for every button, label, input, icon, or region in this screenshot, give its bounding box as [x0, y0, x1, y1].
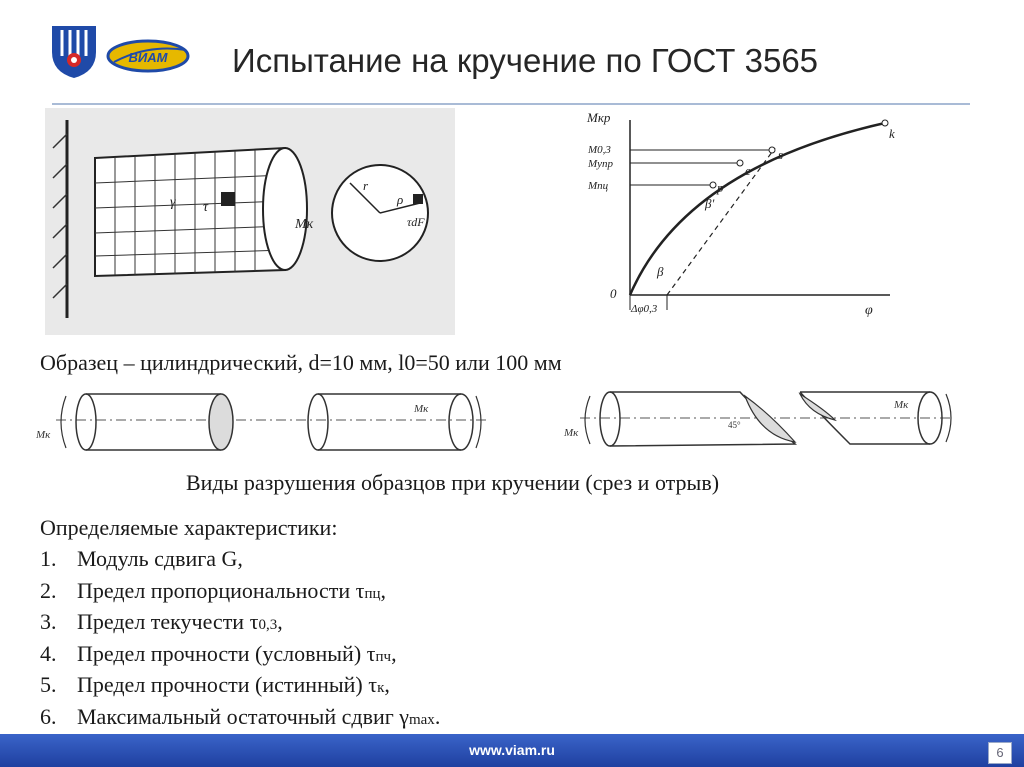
point-e-label: e	[745, 163, 751, 178]
torque-twist-diagram	[585, 108, 900, 326]
offset-label: Δφ0,3	[631, 303, 658, 315]
x-axis-label: φ	[865, 303, 873, 318]
viam-logo	[106, 38, 192, 74]
tau-label: τ	[203, 200, 209, 215]
angle-45-label: 45°	[728, 420, 741, 430]
level-mpc-label: Mпц	[588, 180, 609, 192]
list-item: 2. Предел пропорциональности τпц,	[40, 577, 387, 603]
institution-emblem-icon	[48, 22, 100, 80]
force-label: τdF	[407, 215, 425, 229]
level-mupr-label: Mупр	[588, 158, 614, 170]
point-k-label: k	[889, 126, 895, 141]
origin-label: 0	[610, 286, 617, 301]
shear-fracture-sketch	[36, 384, 504, 460]
specimen-description: Образец – цилиндрический, d=10 мм, l0=50 или 100 мм	[40, 350, 562, 375]
list-item: 5. Предел прочности (истинный) τк,	[40, 672, 390, 697]
list-item: 4. Предел прочности (условный) τпч,	[40, 640, 397, 666]
tear-moment-right-label: Mк	[894, 399, 909, 411]
list-item: 6. Максимальный остаточный сдвиг γmax.	[40, 703, 441, 729]
fracture-caption: Виды разрушения образцов при кручении (срез и отрыв)	[186, 470, 720, 495]
footer-url[interactable]: www.viam.ru	[469, 742, 555, 758]
moment-label: Mк	[295, 217, 314, 232]
list-item: 3. Предел текучести τ0,3,	[40, 609, 283, 634]
angle-beta-prime-label: β'	[705, 196, 715, 211]
page-title: Испытание на кручение по ГОСТ 3565	[232, 42, 819, 79]
viam-logo-text: ВИАМ	[128, 50, 168, 65]
point-p-label: p	[717, 180, 724, 195]
gamma-label: γ	[170, 195, 176, 210]
tear-moment-left-label: Mк	[564, 427, 579, 439]
torsion-specimen-figure	[45, 108, 455, 335]
point-s-label: s	[778, 147, 784, 162]
header-divider	[52, 103, 970, 105]
page-number: 6	[988, 742, 1012, 764]
list-item: 1. Модуль сдвига G,	[40, 546, 243, 571]
level-m03-label: M0,3	[588, 144, 611, 156]
angle-beta-label: β	[657, 264, 664, 279]
moment-left-label: Mк	[36, 429, 51, 441]
radius-label: r	[363, 178, 369, 193]
y-axis-label: Mкр	[587, 110, 611, 125]
footer-bar	[0, 734, 1024, 767]
properties-list	[40, 543, 440, 732]
tear-fracture-sketch	[560, 384, 960, 460]
properties-title: Определяемые характеристики:	[40, 515, 338, 540]
moment-right-label: Mк	[414, 403, 429, 415]
rho-label: ρ	[397, 192, 404, 207]
